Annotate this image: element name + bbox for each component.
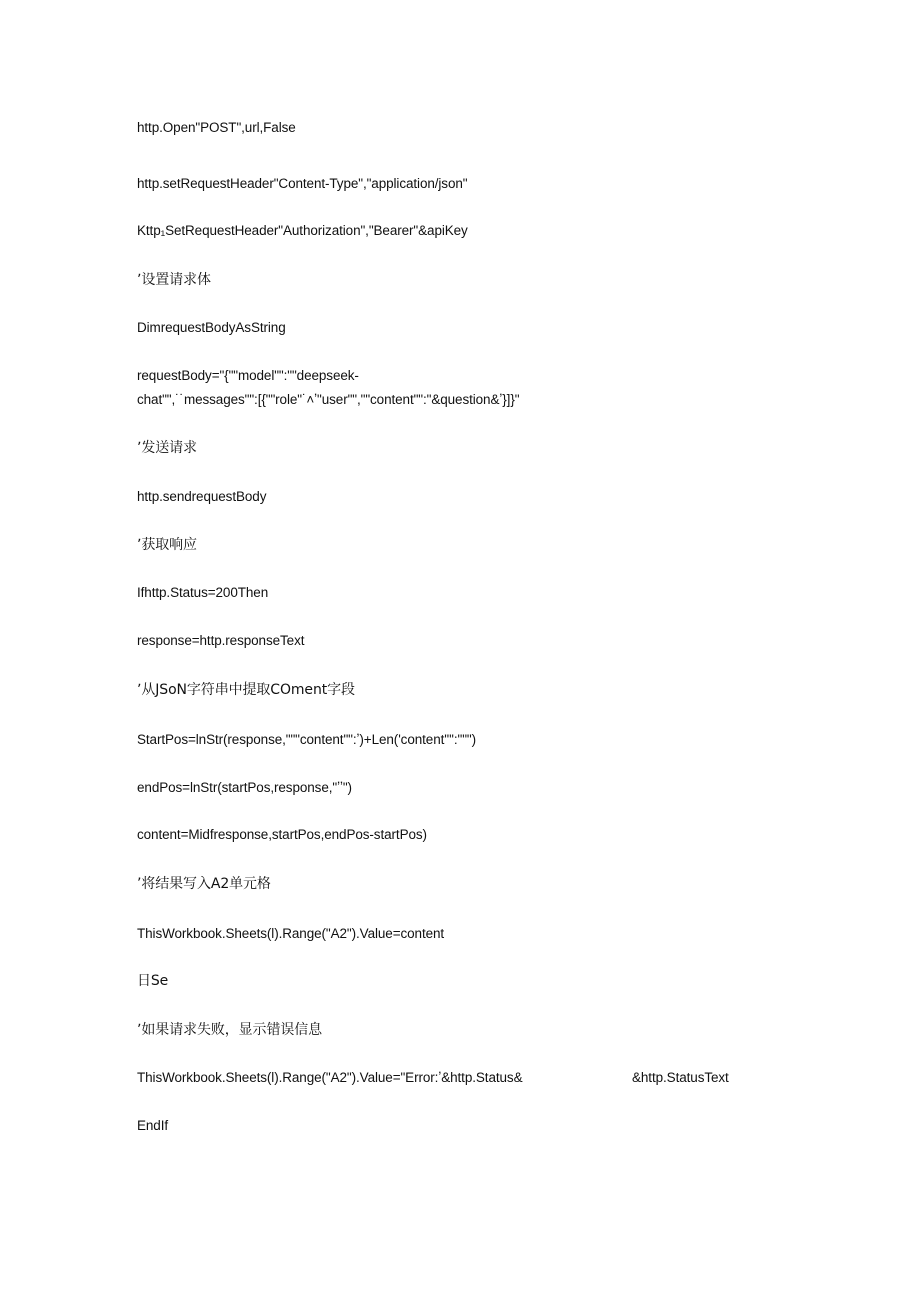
code-line-response-text: response=http.responseText	[137, 633, 305, 648]
comment-extract-content: ʼ从JSoN字符串中提取COment字段	[137, 682, 355, 698]
code-line-request-body-part1: requestBody="{""model"":""deepseek-	[137, 368, 359, 383]
code-line-content-mid: content=Midfresponse,startPos,endPos-startPos)	[137, 827, 427, 842]
code-line-end-pos: endPos=lnStr(startPos,response,"ʼʼ")	[137, 780, 352, 795]
comment-get-response: ʼ获取响应	[137, 537, 197, 553]
code-line-else: 日Se	[137, 973, 169, 989]
code-line-start-pos: StartPos=lnStr(response,"""content"":ʼ)+Len('content'"':""")	[137, 732, 477, 747]
comment-request-failed: ʼ如果请求失败，显示错误信息	[137, 1022, 323, 1038]
code-line-write-content: ThisWorkbook.Sheets(l).Range("A2").Value=content	[137, 926, 445, 941]
code-line-dim-request-body: DimrequestBodyAsString	[137, 320, 286, 335]
code-line-end-if: EndIf	[137, 1118, 169, 1133]
code-line-send: http.sendrequestBody	[137, 489, 267, 504]
code-line-write-error: ThisWorkbook.Sheets(l).Range("A2").Value="Error:ʼ&http.Status&	[137, 1070, 523, 1085]
comment-write-a2: ’将结果写入A2单元格	[137, 876, 271, 892]
code-line-authorization-header: Kttp₁SetRequestHeader"Authorization","Bearer"&apiKey	[137, 223, 468, 238]
comment-set-request-body: ʼ设置请求体	[137, 272, 211, 288]
code-line-request-body-part2: chat"",˙˙messages"":[{""role"˙˄ʼ"user"",""content"":"&question&ʼ}]}"	[137, 392, 520, 407]
code-line-content-type-header: http.setRequestHeader"Content-Type","application/json"	[137, 176, 468, 191]
code-line-if-status: Ifhttp.Status=200Then	[137, 585, 269, 600]
code-line-open: http.Open"POST",url,False	[137, 120, 296, 135]
code-line-status-text: &http.StatusText	[632, 1070, 729, 1085]
comment-send-request: ʼ发送请求	[137, 440, 197, 456]
